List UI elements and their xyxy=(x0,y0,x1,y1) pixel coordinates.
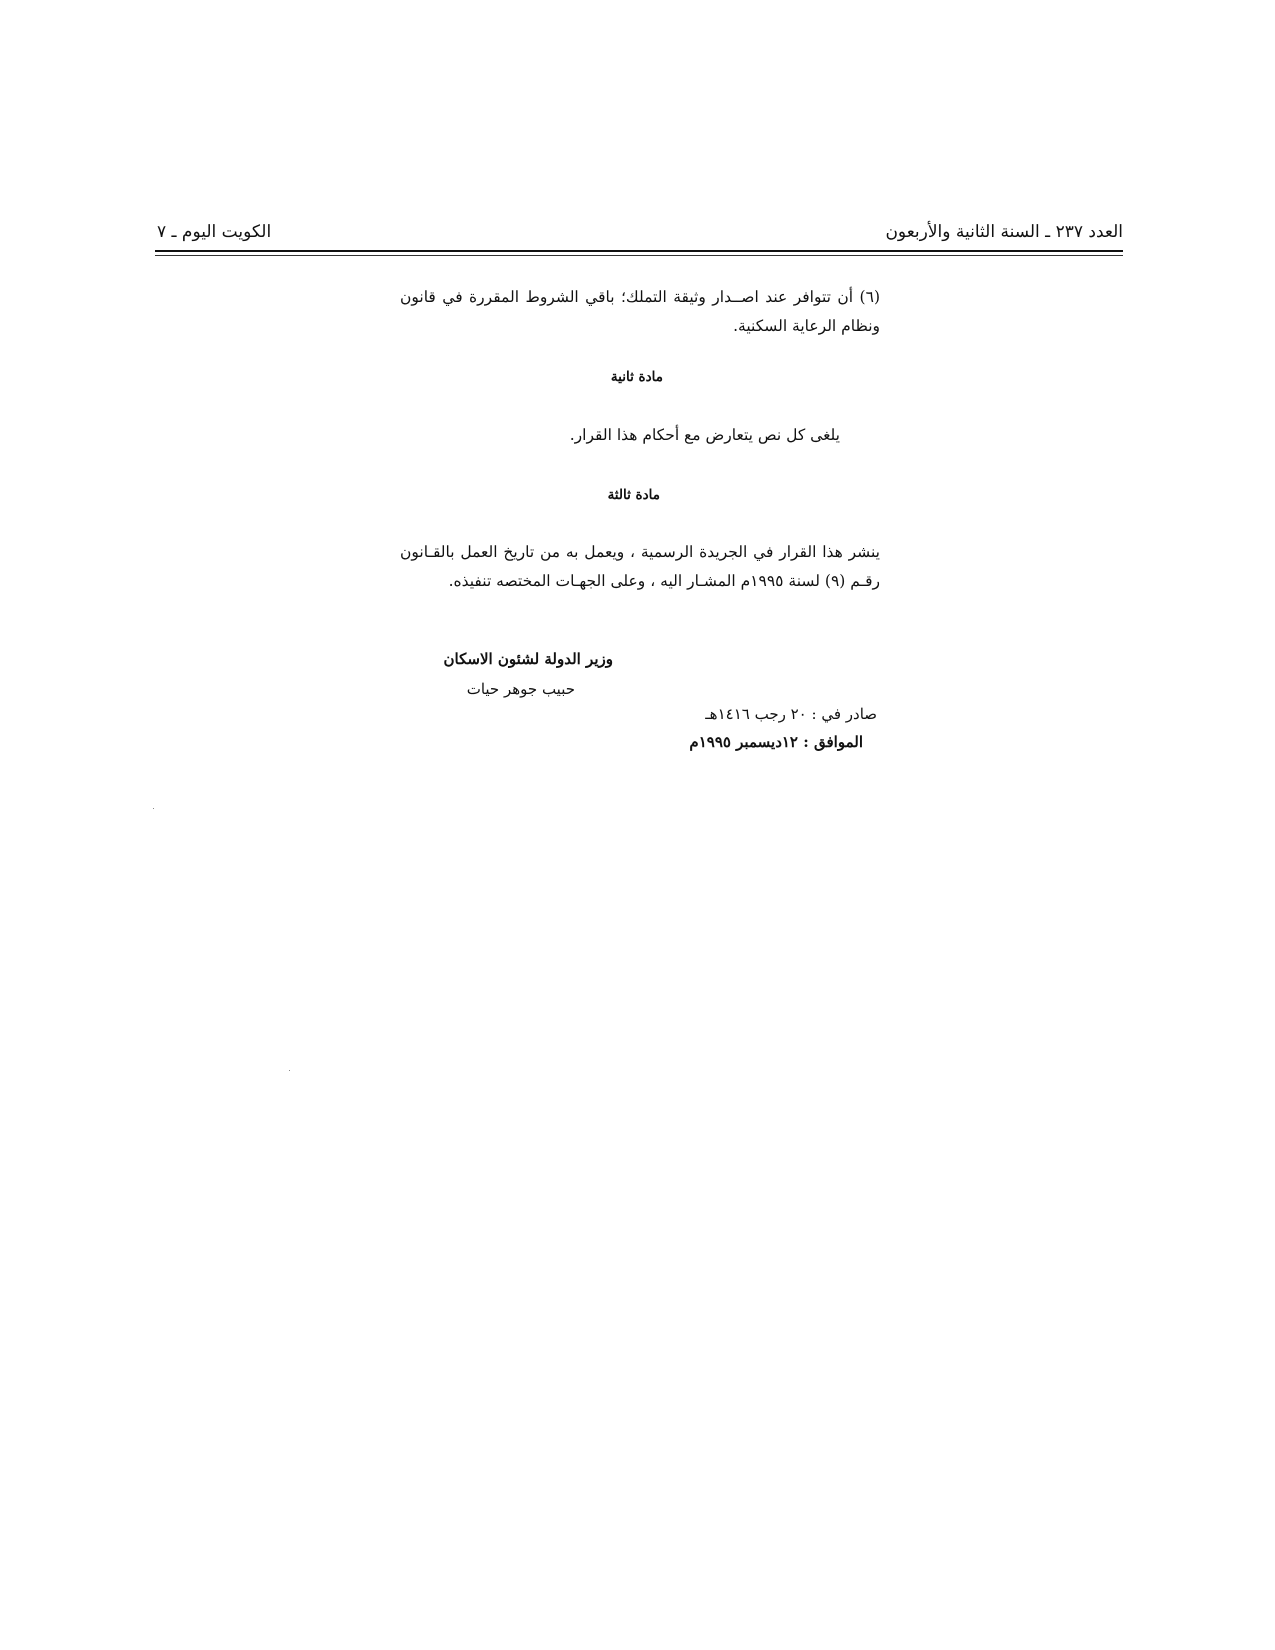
issued-date: صادر في : ٢٠ رجب ١٤١٦هـ xyxy=(705,705,877,723)
article-3-paragraph: ينشر هذا القرار في الجريدة الرسمية ، ويعمل به من تاريخ العمل بالقـانون رقـم (٩) لسنة ١٩٩٥م المشـار اليه ، وعلى الجهـات المختصه تنفيذه. xyxy=(400,543,880,590)
signatory-name: حبيب جوهر حيات xyxy=(466,680,575,698)
header-rule-thin xyxy=(155,255,1123,256)
issue-header: العدد ٢٣٧ ـ السنة الثانية والأربعون xyxy=(885,222,1123,242)
article-3-heading: مادة ثالثة xyxy=(607,487,660,503)
scan-speck xyxy=(289,1070,290,1071)
article-2-paragraph: يلغى كل نص يتعارض مع أحكام هذا القرار. xyxy=(569,426,840,444)
corresponding-date: الموافق : ١٢ديسمبر ١٩٩٥م xyxy=(689,733,863,751)
header-rule-thick xyxy=(155,250,1123,252)
scan-speck xyxy=(153,808,154,809)
signatory-title: وزير الدولة لشئون الاسكان xyxy=(443,650,613,668)
clause-6-paragraph: (٦) أن تتوافر عند اصــدار وثيقة التملك؛ باقي الشروط المقررة في قانون ونظام الرعاية السكنية. xyxy=(400,288,880,335)
article-2-heading: مادة ثانية xyxy=(610,369,663,385)
publication-header: الكويت اليوم ـ ٧ xyxy=(157,222,272,242)
